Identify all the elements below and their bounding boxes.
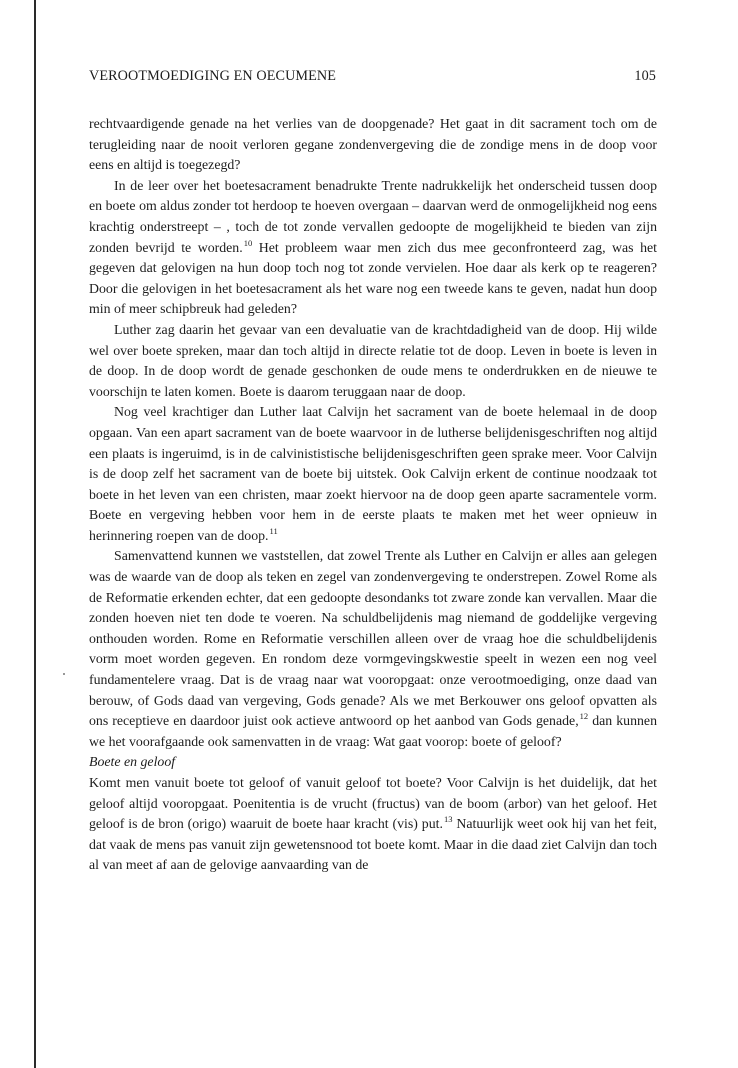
running-title: VEROOTMOEDIGING EN OECUMENE bbox=[89, 68, 337, 84]
paragraph-3: Luther zag daarin het gevaar van een devaluatie van de krachtdadigheid van de doop. Hij wilde wel over boete spreken, maar dan toch altijd in directe relatie tot de doop. Leven in boete is leven in de doop. In de doop wordt de genade geschonken de oude mens te onderdrukken en de nieuwe te voorschijn te laten komen. Boete is daarom teruggaan naar de doop. bbox=[89, 321, 657, 399]
footnote-ref-12: 12 bbox=[579, 711, 589, 722]
paragraph-1: rechtvaardigende genade na het verlies van de doopgenade? Het gaat in dit sacrament toch om de terugleiding naar de nooit verloren gegane zondenvergeving die de zondige mens in de doop voor eens en altijd is toegezegd? bbox=[89, 116, 657, 173]
footnote-ref-10: 10 bbox=[243, 237, 253, 248]
footnote-ref-13: 13 bbox=[443, 814, 453, 825]
page-number: 105 bbox=[634, 68, 656, 84]
paragraph-5: Samenvattend kunnen we vaststellen, dat zowel Trente als Luther en Calvijn er alles aan gelegen was de waarde van de doop als teken en zegel van zondenvergeving te onderstrepen. Zowel Rome als de Reformatie erkenden echter, dat een gedoopte desondanks tot zware zonde kan vervallen. Maar die zonden hoeven niet ten dode te voeren. Na schuldbelijdenis mag niemand de goddelijke vergeving onthouden worden. Rome en Reformatie verschillen alleen over de vraag hoe die schuldbelijdenis vorm moet worden gegeven. En rondom deze vormgevingskwestie speelt in wezen een nog veel fundamentelere vraag. Dat is de vraag naar wat vooropgaat: onze verootmoediging, onze daad van berouw, of Gods daad van vergeving, Gods genade? Als we met Berkouwer ons geloof opvatten als ons receptieve en daardoor juist ook actieve antwoord op het aanbod van Gods genade,$^{12}$ dan kunnen we het voorafgaande ook samenvatten in de vraag: Wat gaat voorop: boete of geloof? bbox=[89, 548, 657, 749]
body-text bbox=[89, 114, 657, 876]
page-binding-edge bbox=[34, 0, 36, 1068]
footnote-ref-11: 11 bbox=[269, 525, 278, 536]
paragraph-2: In de leer over het boetesacrament benadrukte Trente nadrukkelijk het onderscheid tussen doop en boete om aldus zonder tot herdoop te hoeven overgaan – daarvan werd de onmogelijkheid nog eens krachtig onderstreept – , toch de tot zonde vervallen gedoopte de mogelijkheid te bieden van zijn zonden bevrijd te worden.$^{10}$ Het probleem waar men zich dus mee geconfronteerd zag, was het gegeven dat gelovigen na hun doop toch nog tot zonde vervielen. Hoe daar als kerk op te reageren? Door die gelovigen in het boetesacrament als het ware nog een tweede kans te geven, nadat hun doop min of meer schipbreuk had geleden? bbox=[89, 177, 657, 317]
running-header bbox=[89, 68, 656, 85]
section-heading: Boete en geloof bbox=[89, 754, 176, 770]
scan-speck bbox=[63, 673, 65, 675]
section-paragraph: Komt men vanuit boete tot geloof of vanuit geloof tot boete? Voor Calvijn is het duidelijk, dat het geloof altijd vooropgaat. Poenitentia is de vrucht (fructus) van de boom (arbor) van het geloof. Het geloof is de bron (origo) waaruit de boete haar kracht (vis) put.$^{13}$ Natuurlijk weet ook hij van het feit, dat vaak de mens pas vanuit zijn gewetensnood tot boete komt. Maar in die daad ziet Calvijn dan toch al van meet af aan de gelovige aanvaarding van de bbox=[89, 775, 657, 873]
paragraph-4: Nog veel krachtiger dan Luther laat Calvijn het sacrament van de boete helemaal in de doop opgaan. Van een apart sacrament van de boete waarvoor in de lutherse belijdenisgeschriften nog altijd een plaats is ingeruimd, is in de calvinististische belijdenisgeschriften geen sprake meer. Voor Calvijn is de doop zelf het sacrament van de boete bij uitstek. Ook Calvijn erkent de continue noodzaak tot boete in het leven van een christen, maar zoekt hiervoor na de doop geen aparte sacramentele vorm. Boete en vergeving hebben voor hem in de eerste plaats te maken met het weer opnieuw in herinnering roepen van de doop.$^{11}$ bbox=[89, 404, 657, 543]
